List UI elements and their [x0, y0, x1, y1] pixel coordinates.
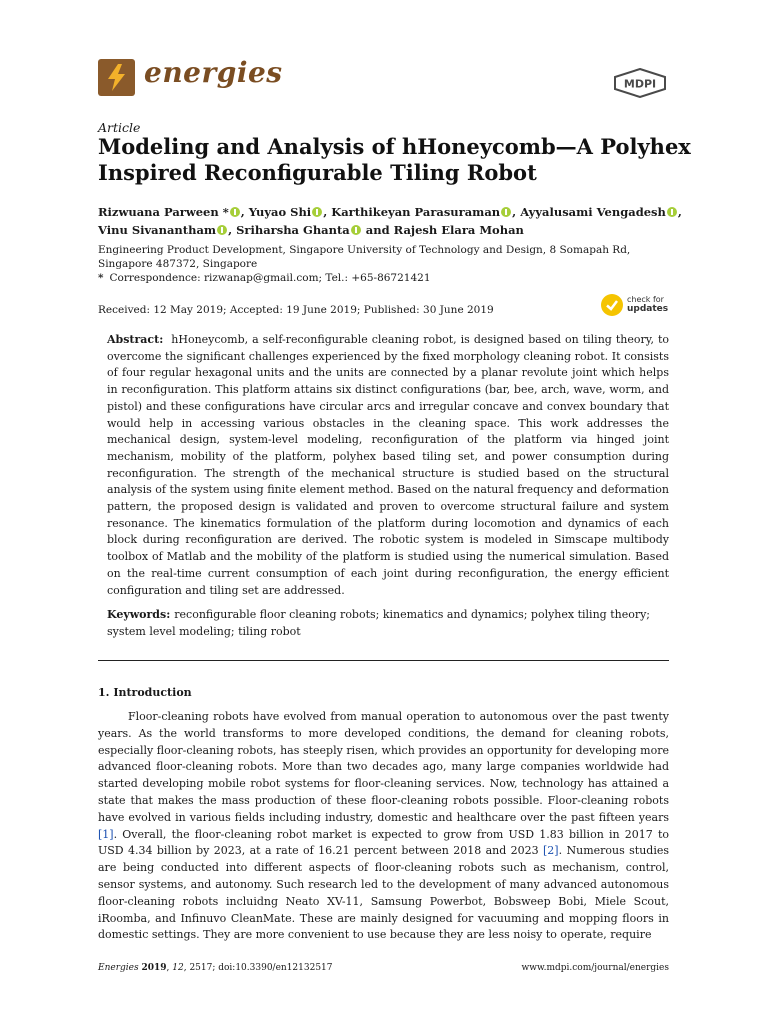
abstract-label: Abstract:: [107, 333, 164, 346]
section-divider: [98, 660, 669, 661]
affiliation: Engineering Product Development, Singapore University of Technology and Design, 8 Somapah Rd, Singapore 487372, Singapore: [98, 244, 631, 270]
orcid-icon[interactable]: [501, 207, 511, 217]
citation-link[interactable]: [2]: [543, 844, 559, 858]
footer-url[interactable]: www.mdpi.com/journal/energies: [521, 963, 669, 973]
article-type: Article: [98, 120, 141, 135]
orcid-icon[interactable]: [230, 207, 240, 217]
keywords-label: Keywords:: [107, 608, 171, 621]
author-name[interactable]: Yuyao Shi: [248, 205, 312, 219]
mdpi-logo[interactable]: [612, 68, 668, 98]
publication-dates: Received: 12 May 2019; Accepted: 19 June 2019; Published: 30 June 2019: [98, 304, 494, 316]
correspondence: * Correspondence: rizwanap@gmail.com; Tel.: +65-86721421: [98, 272, 431, 284]
check-for-updates-badge[interactable]: [601, 294, 671, 318]
check-updates-line2: updates: [627, 304, 669, 314]
introduction-paragraph: Floor-cleaning robots have evolved from manual operation to autonomous over the past twenty years. As the world transforms to more developed conditions, the demand for cleaning robots, especially floor-cleaning robots, has steeply risen, which provides an opportunity for developing more advanced floor-cleaning robots. More than two decades ago, many large companies worldwide had started developing mobile robot systems for floor-cleaning services. Now, technology has attained a state that makes the mass production of these floor-cleaning robots possible. Floor-cleaning robots have evolved in various fields including industry, domestic and healthcare over the past fifteen years [1]. Overall, the floor-cleaning robot market is expected to grow from USD 1.83 billion in 2017 to USD 4.34 billion by 2023, at a rate of 16.21 percent between 2018 and 2023 [2]. Numerous studies are being conducted into different aspects of floor-cleaning robots such as mechanism, control, sensor systems, and autonomy. Such research led to the development of many advanced autonomous floor-cleaning robots incluidng Neato XV-11, Samsung Powerbot, Bobsweep Bobi, Miele Scout, iRoomba, and Infinuvo CleanMate. These are mainly designed for vacuuming and mopping floors in domestic settings. They are more convenient to use because they are less noisy to operate, require: [98, 710, 669, 942]
check-updates-line1: check for: [627, 295, 664, 304]
author-name[interactable]: Rajesh Elara Mohan: [393, 223, 524, 237]
lightning-bolt-icon: [98, 59, 135, 96]
orcid-icon[interactable]: [312, 207, 322, 217]
author-name[interactable]: Karthikeyan Parasuraman: [331, 205, 501, 219]
footer-citation: Energies 2019, 12, 2517; doi:10.3390/en12132517: [98, 963, 333, 973]
orcid-icon[interactable]: [667, 207, 677, 217]
author-name[interactable]: Rizwuana Parween *: [98, 205, 229, 219]
orcid-icon[interactable]: [217, 225, 227, 235]
orcid-icon[interactable]: [351, 225, 361, 235]
author-list: Rizwuana Parween * , Yuyao Shi , Karthikeyan Parasuraman , Ayyalusami Vengadesh , Vinu Sivanantham , Sriharsha Ghanta and Rajesh Elara Mohan: [98, 205, 682, 237]
check-updates-icon: [601, 294, 623, 316]
keywords-text: reconfigurable floor cleaning robots; kinematics and dynamics; polyhex tiling theory; system level modeling; tiling robot: [107, 608, 651, 638]
paper-title: Modeling and Analysis of hHoneycomb—A Polyhex Inspired Reconfigurable Tiling Robot: [98, 134, 691, 185]
journal-name: energies: [144, 56, 283, 89]
section-heading: 1. Introduction: [98, 686, 192, 699]
author-name[interactable]: Vinu Sivanantham: [98, 223, 217, 237]
keywords: [107, 607, 669, 640]
citation-link[interactable]: [1]: [98, 827, 114, 841]
author-name[interactable]: Sriharsha Ghanta: [236, 223, 350, 237]
abstract: [107, 332, 669, 599]
publisher-name: MDPI: [623, 77, 657, 91]
abstract-text: hHoneycomb, a self-reconfigurable cleaning robot, is designed based on tiling theory, to overcome the significant challenges experienced by the fixed morphology cleaning robot. It consists of four regular hexagonal units and the units are connected by a planar revolute joint which helps in reconfiguration. This platform attains six distinct configurations (bar, bee, arch, wave, worm, and pistol) and these configurations have circular arcs and irregular concave and convex boundary that would help in accessing various obstacles in the cleaning space. This work addresses the mechanical design, system-level modeling, reconfiguration of the platform via hinged joint mechanism, mobility of the platform, polyhex based tiling set, and power consumption during reconfiguration. The strength of the mechanical structure is studied based on the structural analysis of the system using finite element method. Based on the natural frequency and deformation pattern, the proposed design is validated and proven to overcome structural failure and system resonance. The kinematics formulation of the platform during locomotion and dynamics of each block during reconfiguration are derived. The robotic system is modeled in Simscape multibody toolbox of Matlab and the mobility of the platform is studied using the numerical simulation. Based on the real-time current consumption of each joint during reconfiguration, the energy efficient configuration and tiling set are addressed.: [107, 333, 669, 597]
journal-logo: [98, 59, 135, 96]
author-name[interactable]: Ayyalusami Vengadesh: [520, 205, 666, 219]
